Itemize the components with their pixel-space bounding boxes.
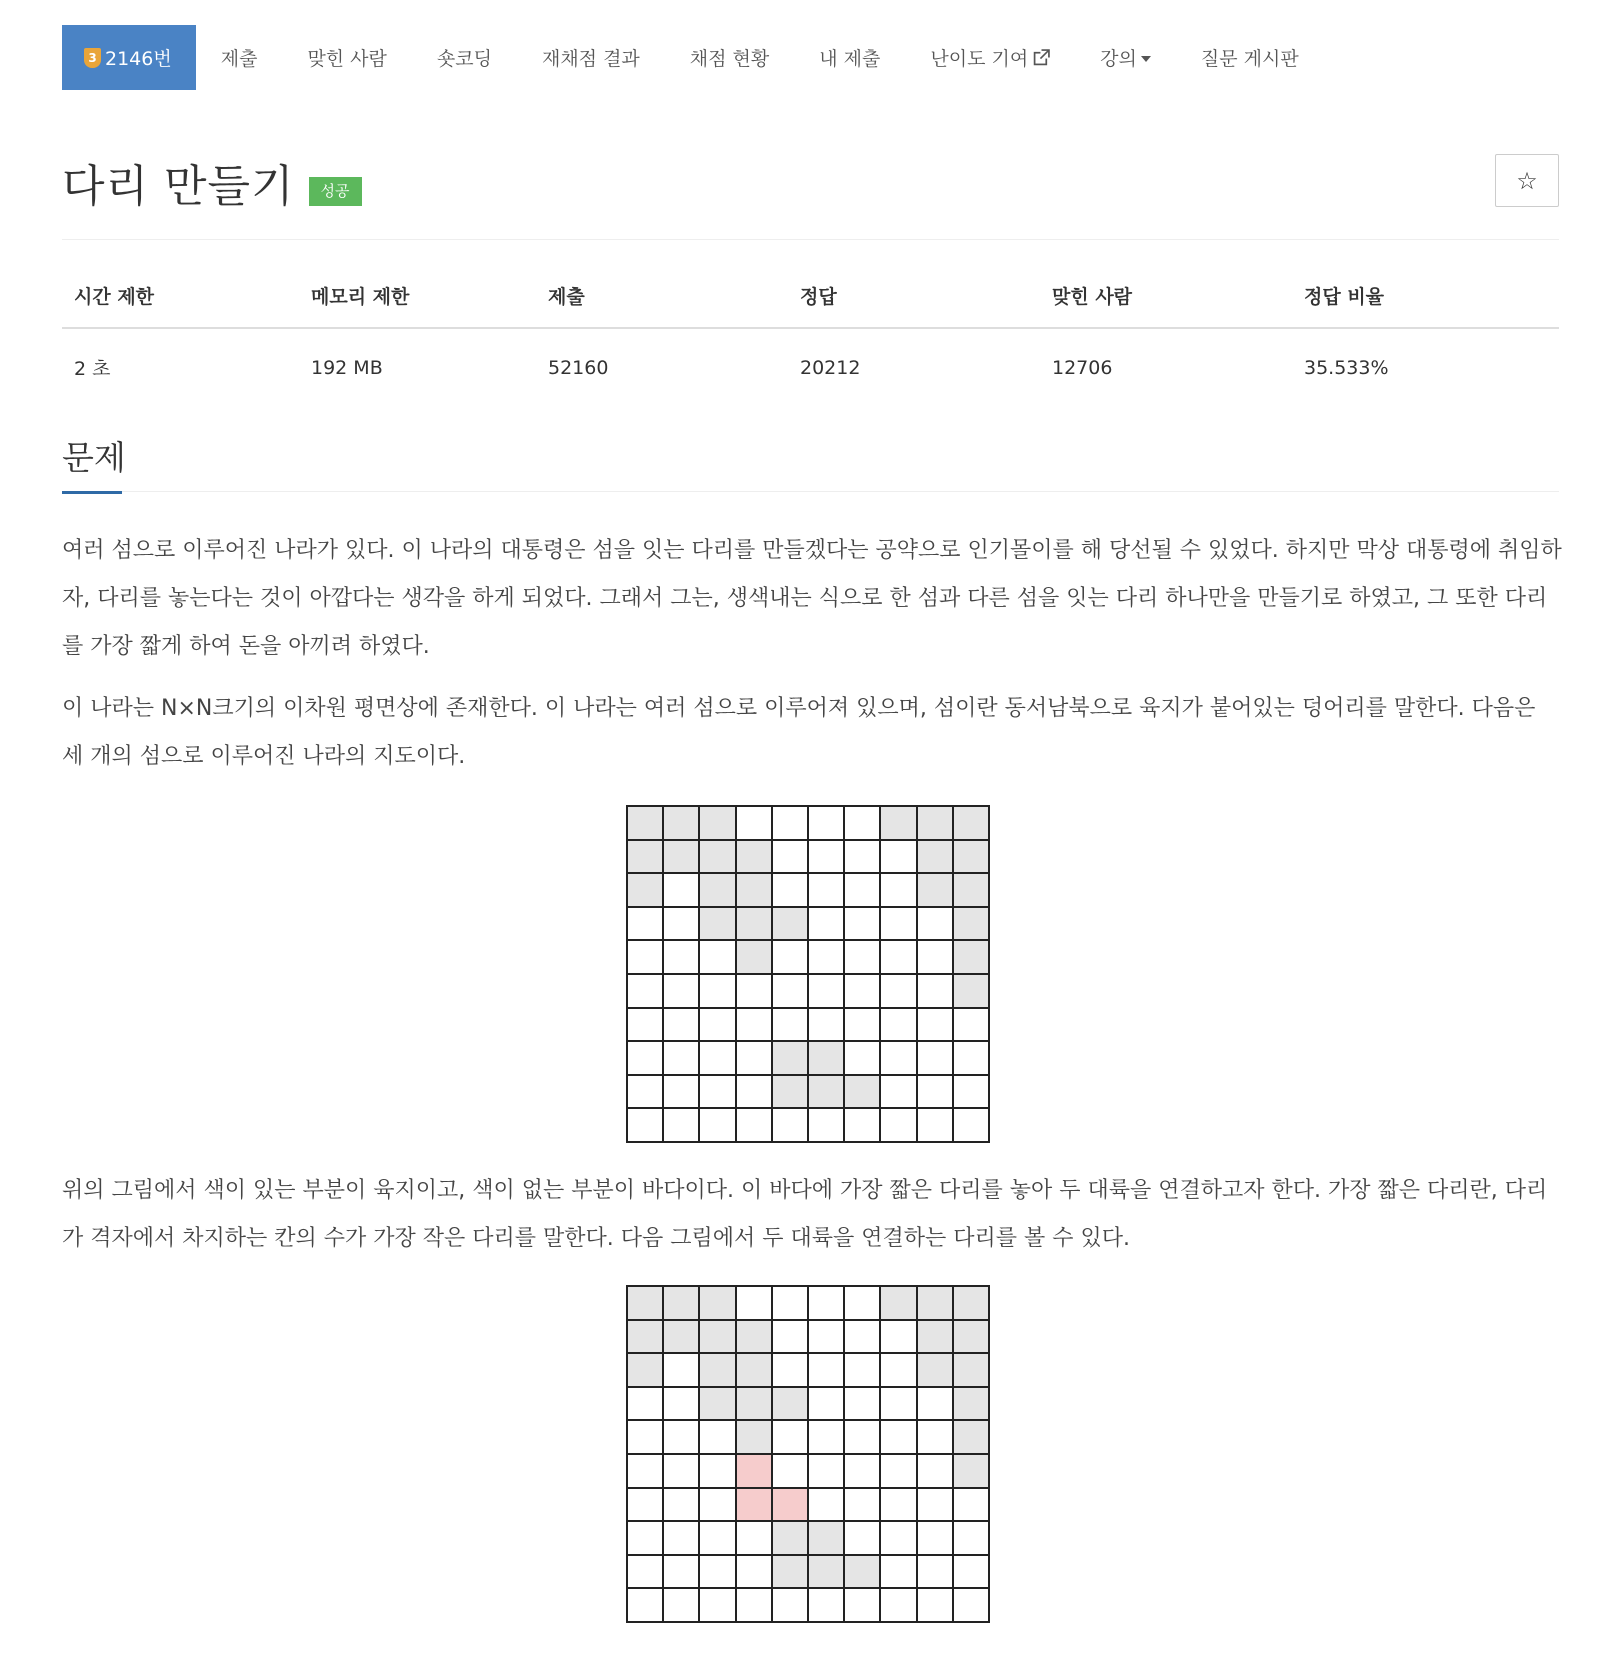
title-divider — [62, 239, 1559, 240]
sea-cell — [879, 839, 915, 873]
sea-cell — [916, 1074, 952, 1108]
sea-cell — [952, 1040, 988, 1074]
land-cell — [807, 1554, 843, 1588]
nav-question-board-label: 질문 게시판 — [1200, 48, 1299, 70]
problem-paragraph-3: 위의 그림에서 색이 있는 부분이 육지이고, 색이 없는 부분이 바다이다. 이 바다에 가장 짧은 다리를 놓아 두 대륙을 연결하고자 한다. 가장 짧은 다리란, 다리가 격자에서 차지하는 칸의 수가 가장 작은 다리를 말한다. 다음 그림에서 두 대륙을 연결하는 다리를 볼 수 있다. — [62, 1178, 1548, 1251]
sea-cell — [698, 939, 734, 973]
sea-cell — [626, 1040, 662, 1074]
section-title-underline — [62, 491, 122, 494]
sea-cell — [771, 1007, 807, 1041]
sea-cell — [771, 939, 807, 973]
sea-cell — [662, 939, 698, 973]
info-value-row — [62, 328, 1559, 388]
nav-rejudge-results[interactable] — [517, 25, 665, 90]
page-title: 다리 만들기 — [62, 161, 295, 212]
land-cell — [735, 1386, 771, 1420]
sea-cell — [952, 1487, 988, 1521]
sea-cell — [879, 1487, 915, 1521]
land-cell — [626, 839, 662, 873]
sea-cell — [916, 1007, 952, 1041]
sea-cell — [916, 1487, 952, 1521]
land-cell — [698, 839, 734, 873]
sea-cell — [879, 939, 915, 973]
info-time-limit: 2 초 — [74, 358, 111, 380]
land-cell — [843, 1554, 879, 1588]
tier-badge-icon: 3 — [84, 48, 101, 68]
sea-cell — [916, 1419, 952, 1453]
sea-cell — [807, 1587, 843, 1621]
land-cell — [771, 906, 807, 940]
sea-cell — [662, 1419, 698, 1453]
sea-cell — [807, 1107, 843, 1141]
sea-cell — [879, 906, 915, 940]
sea-cell — [771, 1107, 807, 1141]
nav-short-coding-label: 숏코딩 — [436, 48, 492, 70]
sea-cell — [843, 939, 879, 973]
sea-cell — [735, 1554, 771, 1588]
info-solved-users: 12706 — [1052, 356, 1113, 379]
sea-cell — [843, 1007, 879, 1041]
sea-cell — [735, 1520, 771, 1554]
info-submissions: 52160 — [548, 356, 609, 379]
sea-cell — [879, 1520, 915, 1554]
nav-difficulty-contribution-label: 난이도 기여 — [930, 48, 1029, 70]
sea-cell — [952, 1107, 988, 1141]
sea-cell — [879, 1453, 915, 1487]
sea-cell — [698, 973, 734, 1007]
sea-cell — [771, 805, 807, 839]
sea-cell — [662, 1007, 698, 1041]
land-cell — [626, 805, 662, 839]
sea-cell — [843, 1587, 879, 1621]
star-icon: ☆ — [1516, 166, 1538, 195]
sea-cell — [879, 1352, 915, 1386]
nav-problem-number[interactable] — [62, 25, 196, 90]
land-cell — [952, 973, 988, 1007]
land-cell — [698, 1285, 734, 1319]
sea-cell — [843, 906, 879, 940]
sea-cell — [952, 1074, 988, 1108]
nav-question-board[interactable] — [1176, 25, 1324, 90]
sea-cell — [879, 1074, 915, 1108]
sea-cell — [662, 1352, 698, 1386]
land-cell — [807, 1074, 843, 1108]
sea-cell — [807, 805, 843, 839]
sea-cell — [879, 1007, 915, 1041]
land-cell — [735, 839, 771, 873]
sea-cell — [843, 1419, 879, 1453]
info-header-memory-limit: 메모리 제한 — [299, 278, 536, 328]
sea-cell — [698, 1554, 734, 1588]
land-cell — [916, 805, 952, 839]
sea-cell — [843, 1352, 879, 1386]
sea-cell — [807, 839, 843, 873]
sea-cell — [735, 1074, 771, 1108]
problem-title-row — [62, 150, 362, 214]
sea-cell — [771, 1285, 807, 1319]
sea-cell — [952, 1587, 988, 1621]
problem-nav — [62, 25, 1324, 90]
sea-cell — [698, 1453, 734, 1487]
land-cell — [916, 1352, 952, 1386]
land-cell — [698, 872, 734, 906]
info-header-solved-users: 맞힌 사람 — [1040, 278, 1292, 328]
sea-cell — [771, 872, 807, 906]
sea-cell — [807, 1453, 843, 1487]
nav-submit[interactable] — [196, 25, 283, 90]
land-cell — [626, 1352, 662, 1386]
sea-cell — [662, 906, 698, 940]
sea-cell — [879, 1040, 915, 1074]
sea-cell — [662, 1040, 698, 1074]
land-cell — [771, 1554, 807, 1588]
sea-cell — [698, 1007, 734, 1041]
land-cell — [771, 1040, 807, 1074]
sea-cell — [698, 1419, 734, 1453]
sea-cell — [662, 1074, 698, 1108]
sea-cell — [698, 1074, 734, 1108]
sea-cell — [879, 1319, 915, 1353]
nav-submit-label: 제출 — [220, 48, 258, 70]
sea-cell — [662, 1487, 698, 1521]
land-cell — [662, 1319, 698, 1353]
sea-cell — [698, 1520, 734, 1554]
land-cell — [698, 1319, 734, 1353]
section-title: 문제 — [62, 438, 126, 477]
sea-cell — [807, 906, 843, 940]
sea-cell — [662, 1587, 698, 1621]
nav-judge-status[interactable] — [665, 25, 794, 90]
sea-cell — [916, 973, 952, 1007]
problem-info-table — [62, 278, 1559, 388]
info-header-submissions: 제출 — [536, 278, 788, 328]
sea-cell — [771, 973, 807, 1007]
sea-cell — [879, 1386, 915, 1420]
info-accept-rate: 35.533% — [1304, 356, 1389, 379]
nav-lectures-label: 강의 — [1100, 48, 1137, 70]
sea-cell — [807, 1319, 843, 1353]
sea-cell — [771, 1419, 807, 1453]
sea-cell — [916, 906, 952, 940]
land-cell — [952, 839, 988, 873]
land-cell — [735, 1419, 771, 1453]
land-cell — [952, 1386, 988, 1420]
land-cell — [626, 1285, 662, 1319]
sea-cell — [916, 1040, 952, 1074]
sea-cell — [843, 839, 879, 873]
sea-cell — [807, 1487, 843, 1521]
caret-down-icon — [1141, 56, 1151, 62]
sea-cell — [879, 872, 915, 906]
nav-solved-users[interactable] — [282, 25, 411, 90]
sea-cell — [916, 939, 952, 973]
sea-cell — [626, 1419, 662, 1453]
land-cell — [916, 1319, 952, 1353]
sea-cell — [879, 1107, 915, 1141]
sea-cell — [916, 1587, 952, 1621]
sea-cell — [879, 973, 915, 1007]
info-header-time-limit: 시간 제한 — [62, 278, 299, 328]
sea-cell — [807, 872, 843, 906]
land-cell — [735, 1352, 771, 1386]
land-cell — [662, 839, 698, 873]
land-cell — [879, 805, 915, 839]
sea-cell — [698, 1040, 734, 1074]
problem-paragraph-1: 여러 섬으로 이루어진 나라가 있다. 이 나라의 대통령은 섬을 잇는 다리를 만들겠다는 공약으로 인기몰이를 해 당선될 수 있었다. 하지만 막상 대통령에 취임하자, 다리를 놓는다는 것이 아깝다는 생각을 하게 되었다. 그래서 그는, 생색내는 식으로 한 섬과 다른 섬을 잇는 다리 하나만을 만들기로 하였고, 그 또한 다리를 가장 짧게 하여 돈을 아끼려 하였다. — [62, 538, 1562, 659]
info-header-accepted: 정답 — [788, 278, 1040, 328]
bridge-cell — [735, 1487, 771, 1521]
sea-cell — [843, 1040, 879, 1074]
sea-cell — [843, 1107, 879, 1141]
sea-cell — [807, 939, 843, 973]
sea-cell — [662, 1520, 698, 1554]
bridge-map-figure — [626, 1285, 990, 1623]
sea-cell — [662, 1453, 698, 1487]
land-cell — [698, 906, 734, 940]
nav-short-coding[interactable] — [412, 25, 517, 90]
sea-cell — [626, 1587, 662, 1621]
land-cell — [735, 1319, 771, 1353]
nav-my-submissions[interactable] — [794, 25, 905, 90]
sea-cell — [662, 872, 698, 906]
land-cell — [952, 939, 988, 973]
sea-cell — [735, 1107, 771, 1141]
land-cell — [698, 805, 734, 839]
land-cell — [626, 1319, 662, 1353]
nav-solved-users-label: 맞힌 사람 — [307, 48, 387, 70]
land-cell — [771, 1386, 807, 1420]
land-cell — [916, 872, 952, 906]
sea-cell — [735, 1587, 771, 1621]
sea-cell — [843, 1285, 879, 1319]
sea-cell — [879, 1419, 915, 1453]
sea-cell — [626, 1007, 662, 1041]
sea-cell — [626, 939, 662, 973]
sea-cell — [698, 1487, 734, 1521]
sea-cell — [916, 1386, 952, 1420]
sea-cell — [698, 1107, 734, 1141]
nav-my-submissions-label: 내 제출 — [819, 48, 881, 70]
land-cell — [662, 1285, 698, 1319]
sea-cell — [916, 1453, 952, 1487]
sea-cell — [807, 973, 843, 1007]
land-cell — [952, 1319, 988, 1353]
land-cell — [952, 1352, 988, 1386]
sea-cell — [626, 1520, 662, 1554]
sea-cell — [771, 839, 807, 873]
sea-cell — [916, 1520, 952, 1554]
land-cell — [952, 805, 988, 839]
sea-cell — [843, 1453, 879, 1487]
sea-cell — [662, 1107, 698, 1141]
sea-cell — [843, 1487, 879, 1521]
land-cell — [735, 872, 771, 906]
status-badge: 성공 — [309, 177, 362, 206]
sea-cell — [698, 1587, 734, 1621]
land-cell — [952, 1419, 988, 1453]
external-link-icon — [1033, 49, 1050, 66]
land-cell — [952, 1453, 988, 1487]
sea-cell — [626, 1386, 662, 1420]
sea-cell — [843, 872, 879, 906]
land-cell — [879, 1285, 915, 1319]
land-cell — [771, 1520, 807, 1554]
land-cell — [952, 1285, 988, 1319]
sea-cell — [916, 1554, 952, 1588]
info-memory-limit: 192 MB — [311, 356, 383, 379]
sea-cell — [626, 1074, 662, 1108]
sea-cell — [735, 1285, 771, 1319]
sea-cell — [771, 1453, 807, 1487]
nav-judge-status-label: 채점 현황 — [689, 48, 770, 70]
sea-cell — [735, 1007, 771, 1041]
sea-cell — [807, 1419, 843, 1453]
info-accepted: 20212 — [800, 356, 861, 379]
sea-cell — [843, 1319, 879, 1353]
sea-cell — [843, 973, 879, 1007]
land-cell — [952, 906, 988, 940]
sea-cell — [626, 906, 662, 940]
sea-cell — [662, 1386, 698, 1420]
land-cell — [735, 939, 771, 973]
info-header-accept-rate: 정답 비율 — [1292, 278, 1559, 328]
sea-cell — [626, 1107, 662, 1141]
nav-rejudge-results-label: 재채점 결과 — [541, 48, 640, 70]
sea-cell — [662, 1554, 698, 1588]
sea-cell — [662, 973, 698, 1007]
sea-cell — [626, 1554, 662, 1588]
sea-cell — [807, 1007, 843, 1041]
sea-cell — [735, 1040, 771, 1074]
favorite-star-button[interactable] — [1495, 154, 1559, 207]
land-cell — [771, 1074, 807, 1108]
land-cell — [735, 906, 771, 940]
section-divider — [62, 491, 1559, 492]
sea-cell — [843, 805, 879, 839]
sea-cell — [879, 1554, 915, 1588]
land-cell — [916, 839, 952, 873]
sea-cell — [771, 1587, 807, 1621]
sea-cell — [626, 1487, 662, 1521]
sea-cell — [843, 1386, 879, 1420]
land-cell — [698, 1386, 734, 1420]
sea-cell — [807, 1352, 843, 1386]
problem-number-label: 2146번 — [105, 48, 172, 70]
sea-cell — [952, 1007, 988, 1041]
land-cell — [916, 1285, 952, 1319]
sea-cell — [626, 973, 662, 1007]
sea-cell — [879, 1587, 915, 1621]
sea-cell — [771, 1352, 807, 1386]
land-cell — [843, 1074, 879, 1108]
land-cell — [626, 872, 662, 906]
sea-cell — [735, 805, 771, 839]
land-cell — [807, 1520, 843, 1554]
sea-cell — [952, 1520, 988, 1554]
bridge-cell — [771, 1487, 807, 1521]
sea-cell — [735, 973, 771, 1007]
sea-cell — [807, 1285, 843, 1319]
land-cell — [662, 805, 698, 839]
bridge-cell — [735, 1453, 771, 1487]
problem-paragraph-2: 이 나라는 N×N크기의 이차원 평면상에 존재한다. 이 나라는 여러 섬으로 이루어져 있으며, 섬이란 동서남북으로 육지가 붙어있는 덩어리를 말한다. 다음은 세 개의 섬으로 이루어진 나라의 지도이다. — [62, 696, 1536, 769]
land-cell — [807, 1040, 843, 1074]
island-map-figure — [626, 805, 990, 1143]
sea-cell — [626, 1453, 662, 1487]
sea-cell — [771, 1319, 807, 1353]
sea-cell — [916, 1107, 952, 1141]
land-cell — [698, 1352, 734, 1386]
nav-difficulty-contribution[interactable] — [905, 25, 1075, 90]
sea-cell — [952, 1554, 988, 1588]
nav-lectures-dropdown[interactable] — [1075, 25, 1176, 90]
sea-cell — [807, 1386, 843, 1420]
land-cell — [952, 872, 988, 906]
info-header-row — [62, 278, 1559, 328]
sea-cell — [843, 1520, 879, 1554]
